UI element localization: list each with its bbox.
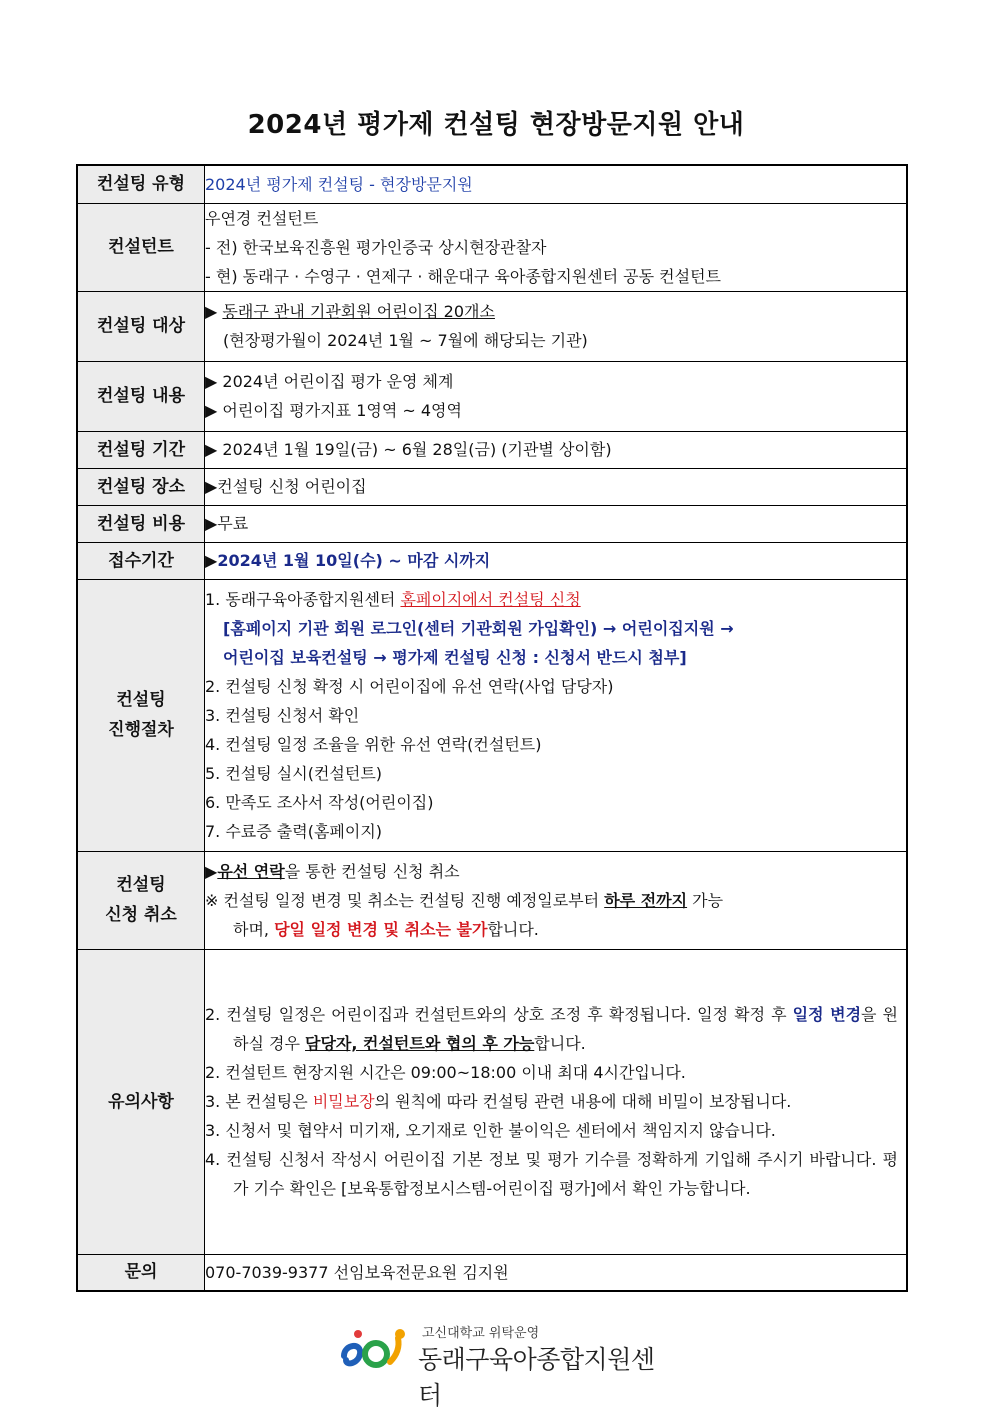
row-consultant: [77, 203, 907, 291]
value-reception: [205, 542, 908, 579]
value-cost: ▶무료: [205, 505, 908, 542]
note-text: 을 원하실 경우: [233, 1005, 899, 1053]
cancel-text: 가능: [687, 890, 724, 910]
value-content: [205, 361, 908, 431]
center-logo-icon: [340, 1326, 410, 1370]
label-content: 컨설팅 내용: [77, 361, 205, 431]
content-item: ▶ 어린이집 평가지표 1영역 ~ 4영역: [205, 401, 462, 420]
label-type: 컨설팅 유형: [77, 165, 205, 203]
value-place: ▶컨설팅 신청 어린이집: [205, 468, 908, 505]
procedure-step-1-highlight: 홈페이지에서 컨설팅 신청: [400, 589, 581, 609]
reception-arrow: ▶: [205, 551, 218, 570]
value-period: ▶ 2024년 1월 19일(금) ~ 6월 28일(금) (기관별 상이함): [205, 431, 908, 468]
cancel-text: 컨설팅 일정 변경 및 취소는 컨설팅 진행 예정일로부터: [218, 890, 605, 910]
target-main: 동래구 관내 기관회원 어린이집 20개소: [222, 302, 495, 321]
value-consultant: [205, 203, 908, 291]
label-cancel-line2: 신청 취소: [105, 905, 177, 925]
label-procedure-line1: 컨설팅: [116, 690, 166, 710]
cancel-line-3: [205, 915, 906, 944]
label-target: 컨설팅 대상: [77, 291, 205, 361]
value-type: 2024년 평가제 컨설팅 - 현장방문지원: [205, 165, 908, 203]
cancel-line-1: [205, 857, 906, 886]
target-note: (현장평가월이 2024년 1월 ~ 7월에 해당되는 기관): [223, 331, 588, 350]
row-procedure: [77, 579, 907, 851]
footer-logo: [340, 1322, 660, 1410]
procedure-step: 6. 만족도 조사서 작성(어린이집): [205, 792, 434, 812]
label-consultant: 컨설턴트: [77, 203, 205, 291]
consultant-name: 우연경 컨설턴트: [205, 208, 319, 228]
row-cost: [77, 505, 907, 542]
label-cancel: [77, 851, 205, 949]
cancel-text: 하며,: [233, 919, 275, 939]
note-red: 비밀보장: [312, 1092, 375, 1111]
label-place: 컨설팅 장소: [77, 468, 205, 505]
value-notes: [205, 949, 908, 1254]
note-text: 합니다.: [534, 1034, 586, 1053]
cancel-rest: 을 통한 컨설팅 신청 취소: [284, 861, 460, 881]
note-strong: 담당자, 컨설턴트와 협의 후 가능: [305, 1034, 535, 1053]
row-contact: [77, 1254, 907, 1291]
note-item: [205, 1087, 898, 1116]
procedure-step-1-detail: [홈페이지 기관 회원 로그인(센터 기관회원 가입확인) → 어린이집지원 →: [223, 618, 734, 638]
note-text: 2. 컨설팅 일정은 어린이집과 컨설턴트와의 상호 조정 후 확정됩니다. 일정 확정 후: [205, 1005, 793, 1024]
footer-sub-text: 고신대학교 위탁운영: [422, 1326, 540, 1341]
info-table: [76, 164, 908, 1292]
row-content: [77, 361, 907, 431]
row-reception: [77, 542, 907, 579]
note-item: 3. 신청서 및 협약서 미기재, 오기재로 인한 불이익은 센터에서 책임지지 않습니다.: [205, 1121, 776, 1140]
row-period: [77, 431, 907, 468]
row-notes: [77, 949, 907, 1254]
label-contact: 문의: [77, 1254, 205, 1291]
label-cost: 컨설팅 비용: [77, 505, 205, 542]
row-target: [77, 291, 907, 361]
label-notes: 유의사항: [77, 949, 205, 1254]
procedure-step: 2. 컨설팅 신청 확정 시 어린이집에 유선 연락(사업 담당자): [205, 676, 614, 696]
reception-period: 2024년 1월 10일(수) ~ 마감 시까지: [217, 551, 491, 570]
label-reception: 접수기간: [77, 542, 205, 579]
value-procedure: [205, 579, 908, 851]
target-arrow: ▶: [205, 302, 218, 321]
procedure-step-1-text: 1. 동래구육아종합지원센터: [205, 589, 401, 609]
note-item: 4. 컨설팅 신청서 작성시 어린이집 기본 정보 및 평가 기수를 정확하게 기입해 주시기 바랍니다. 평가 기수 확인은 [보육통합정보시스템-어린이집 평가]에서 확인 가능합니다.: [205, 1150, 898, 1198]
cancel-warning: 당일 일정 변경 및 취소는 불가: [274, 919, 488, 939]
row-place: [77, 468, 907, 505]
note-item: [205, 1000, 898, 1058]
row-type: [77, 165, 907, 203]
note-text: 3. 본 컨설팅은: [205, 1092, 313, 1111]
procedure-step: 5. 컨설팅 실시(컨설턴트): [205, 763, 383, 783]
cancel-deadline: 하루 전까지: [604, 890, 688, 910]
cancel-line-2: [205, 886, 906, 915]
row-cancel: [77, 851, 907, 949]
note-item: 2. 컨설턴트 현장지원 시간은 09:00~18:00 이내 최대 4시간입니다.: [205, 1063, 686, 1082]
procedure-step-1-detail: 어린이집 보육컨설팅 → 평가제 컨설팅 신청 : 신청서 반드시 첨부]: [223, 647, 687, 667]
consultant-current: - 현) 동래구 · 수영구 · 연제구 · 해운대구 육아종합지원센터 공동 컨설턴트: [205, 266, 721, 286]
label-procedure: [77, 579, 205, 851]
note-blue: 일정 변경: [792, 1005, 862, 1024]
label-period: 컨설팅 기간: [77, 431, 205, 468]
label-cancel-line1: 컨설팅: [116, 875, 166, 895]
cancel-strong: 유선 연락: [217, 861, 285, 881]
procedure-step: 7. 수료증 출력(홈페이지): [205, 821, 383, 841]
value-target: [205, 291, 908, 361]
value-cancel: [205, 851, 908, 949]
label-procedure-line2: 진행절차: [108, 720, 174, 740]
content-item: ▶ 2024년 어린이집 평가 운영 체계: [205, 372, 454, 391]
procedure-step-1: [205, 585, 906, 614]
consultant-former: - 전) 한국보육진흥원 평가인증국 상시현장관찰자: [205, 237, 547, 257]
cancel-text: 합니다.: [487, 919, 539, 939]
cancel-arrow: ▶: [205, 861, 218, 881]
footer-center-name: 동래구육아종합지원센터: [418, 1345, 655, 1410]
procedure-step: 4. 컨설팅 일정 조율을 위한 유선 연락(컨설턴트): [205, 734, 542, 754]
reference-mark: ※: [205, 890, 219, 910]
value-contact: 070-7039-9377 선임보육전문요원 김지원: [205, 1254, 908, 1291]
procedure-step: 3. 컨설팅 신청서 확인: [205, 705, 360, 725]
note-text: 의 원칙에 따라 컨설팅 관련 내용에 대해 비밀이 보장됩니다.: [374, 1092, 792, 1111]
page-title: 2024년 평가제 컨설팅 현장방문지원 안내: [247, 110, 745, 140]
